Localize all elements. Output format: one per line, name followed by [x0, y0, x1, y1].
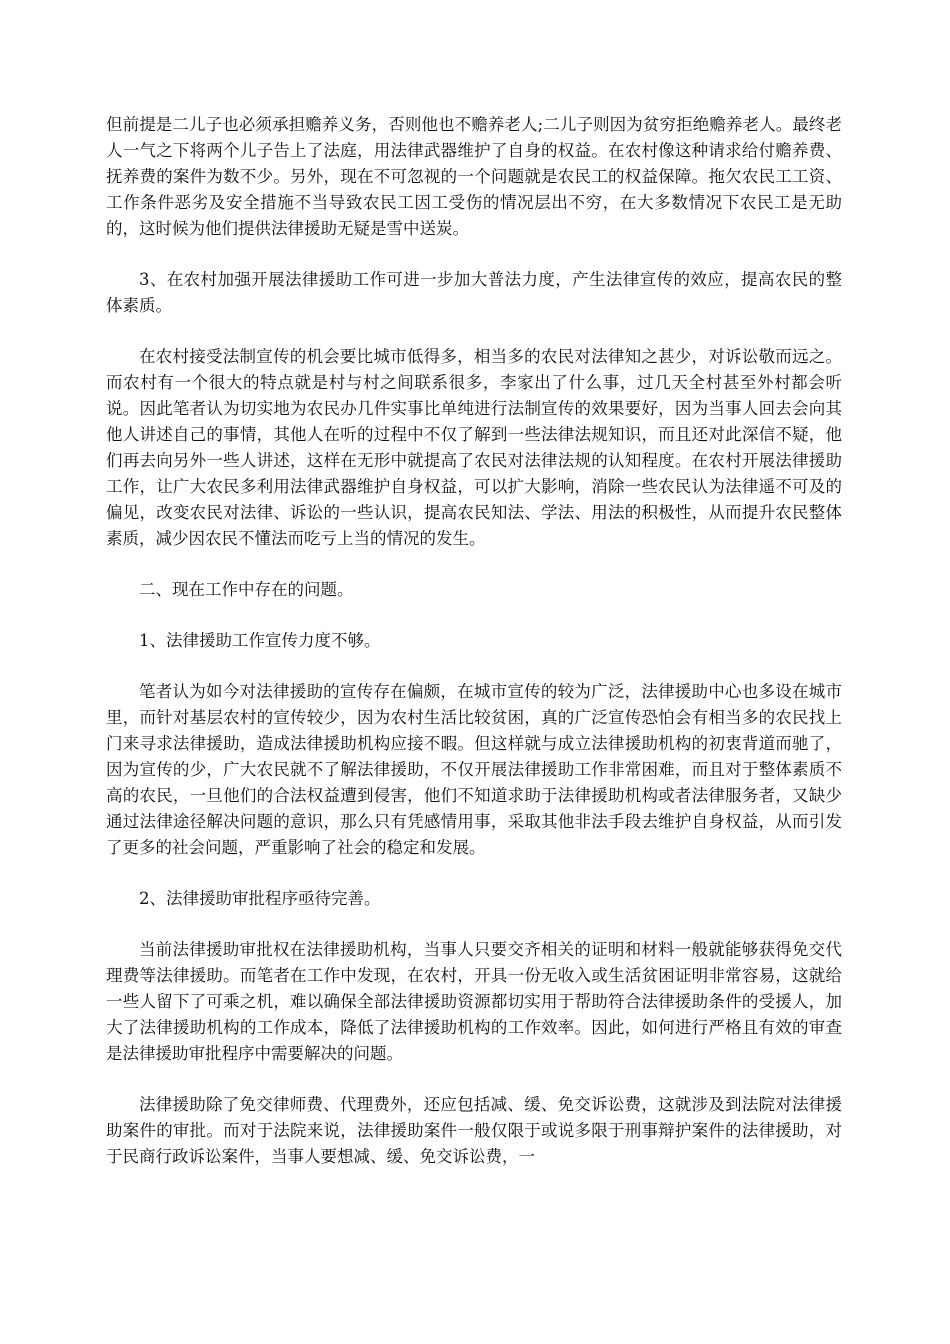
document-body: [106, 112, 842, 1195]
paragraph-publicity-bias: 笔者认为如今对法律援助的宣传存在偏颇，在城市宣传的较为广泛，法律援助中心也多设在城市里，而针对基层农村的宣传较少，因为农村生活比较贫困，真的广泛宣传恐怕会有相当多的农民找上门来寻求法律援助，造成法律援助机构应接不暇。但这样就与成立法律援助机构的初衷背道而驰了，因为宣传的少，广大农民就不了解法律援助，不仅开展法律援助工作非常困难，而且对于整体素质不高的农民，一旦他们的合法权益遭到侵害，他们不知道求助于法律援助机构或者法律服务者，又缺少通过法律途径解决问题的意识，那么只有凭感情用事，采取其他非法手段去维护自身权益，从而引发了更多的社会问题，严重影响了社会的稳定和发展。: [106, 682, 842, 857]
paragraph-litigation-fees: 法律援助除了免交律师费、代理费外，还应包括减、缓、免交诉讼费，这就涉及到法院对法律援助案件的审批。而对于法院来说，法律援助案件一般仅限于或说多限于刑事辩护案件的法律援助，对于民商行政诉讼案件，当事人要想减、缓、免交诉讼费，一: [106, 1095, 842, 1166]
paragraph-legal-publicity: 在农村接受法制宣传的机会要比城市低得多，相当多的农民对法律知之甚少，对诉讼敬而远之。而农村有一个很大的特点就是村与村之间联系很多，李家出了什么事，过几天全村甚至外村都会听说。因此笔者认为切实地为农民办几件实事比单纯进行法制宣传的效果要好，因为当事人回去会向其他人讲述自己的事情，其他人在听的过程中不仅了解到一些法律法规知识，而且还对此深信不疑，他们再去向另外一些人讲述，这样在无形中就提高了农民对法律法规的认知程度。在农村开展法律援助工作，让广大农民多利用法律武器维护自身权益，可以扩大影响，消除一些农民认为法律遥不可及的偏见，改变农民对法律、诉讼的一些认识，提高农民知法、学法、用法的积极性，从而提升农民整体素质，减少因农民不懂法而吃亏上当的情况的发生。: [106, 347, 842, 548]
section-heading-problems: 二、现在工作中存在的问题。: [139, 580, 354, 599]
subheading-3: 3、在农村加强开展法律援助工作可进一步加大普法力度，产生法律宣传的效应，提高农民的整体素质。: [106, 270, 842, 315]
subheading-1: 1、法律援助工作宣传力度不够。: [139, 631, 381, 650]
paragraph-continuation: 但前提是二儿子也必须承担赡养义务，否则他也不赡养老人;二儿子则因为贫穷拒绝赡养老人。最终老人一气之下将两个儿子告上了法庭，用法律武器维护了自身的权益。在农村像这种请求给付赡养费、抚养费的案件为数不少。另外，现在不可忽视的一个问题就是农民工的权益保障。拖欠农民工工资、工作条件恶劣及安全措施不当导致农民工因工受伤的情况层出不穷，在大多数情况下农民工是无助的，这时候为他们提供法律援助无疑是雪中送炭。: [106, 115, 842, 238]
subheading-2: 2、法律援助审批程序亟待完善。: [139, 889, 381, 908]
paragraph-approval-power: 当前法律援助审批权在法律援助机构，当事人只要交齐相关的证明和材料一般就能够获得免交代理费等法律援助。而笔者在工作中发现，在农村，开具一份无收入或生活贫困证明非常容易，这就给一些人留下了可乘之机，难以确保全部法律援助资源都切实用于帮助符合法律援助条件的受援人，加大了法律援助机构的工作成本，降低了法律援助机构的工作效率。因此，如何进行严格且有效的审查是法律援助审批程序中需要解决的问题。: [106, 940, 842, 1063]
